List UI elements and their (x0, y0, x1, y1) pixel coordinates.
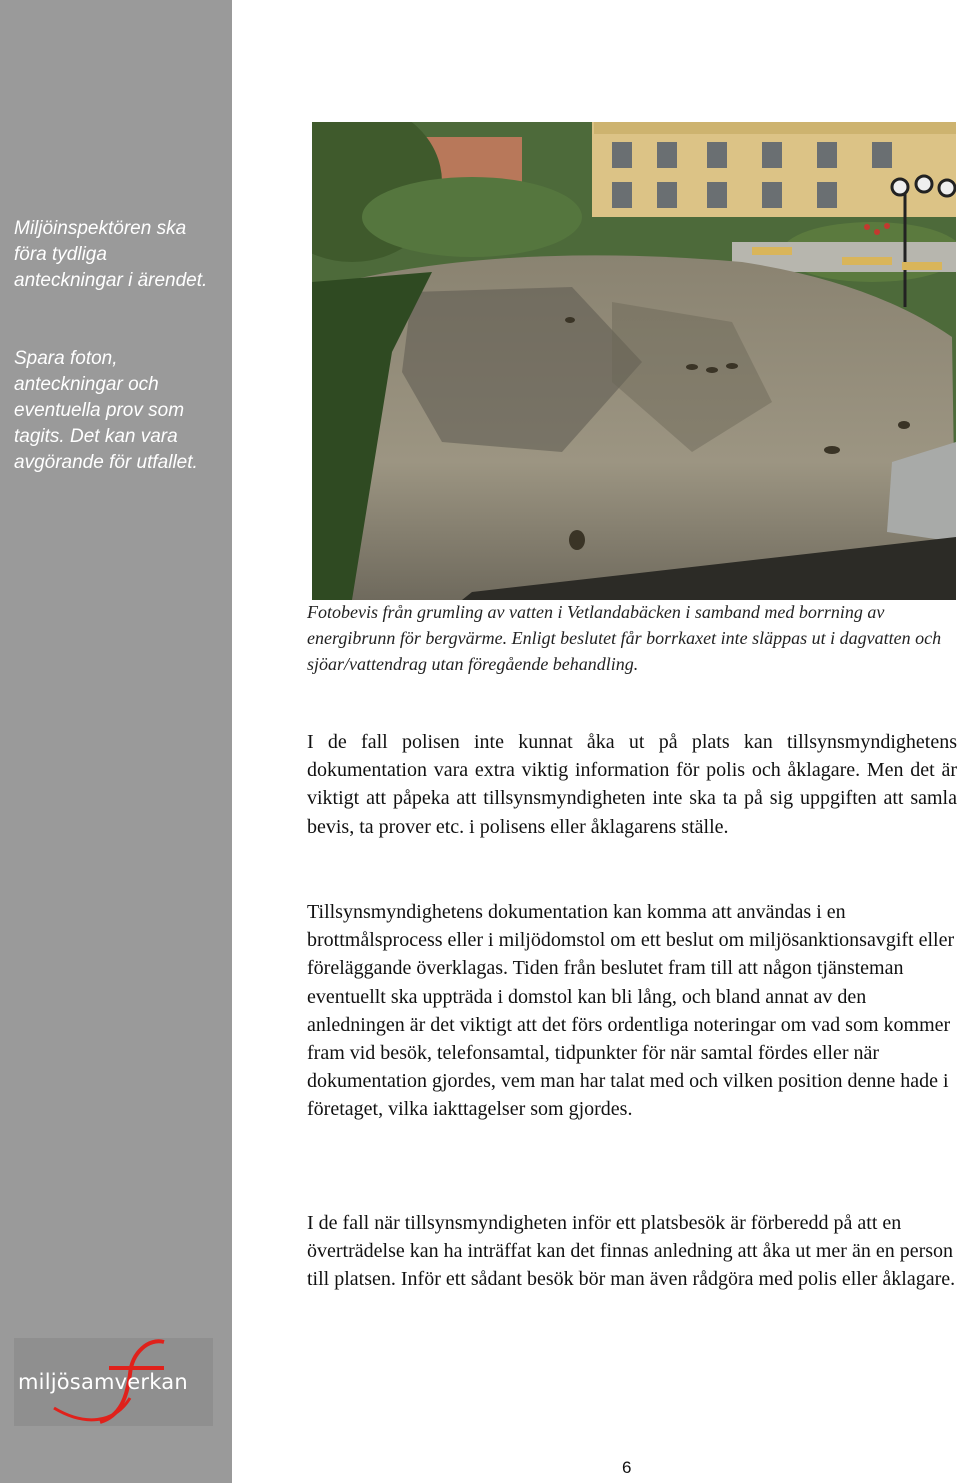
evidence-photo (312, 122, 956, 600)
paragraph-documentation-use: Tillsynsmyndighetens dokumentation kan komma att användas i en brottmålsprocess eller i miljödomstol om ett beslut om miljösanktionsavgift eller föreläggande överklagas. Tiden från beslutet fram till att någon tjänsteman eventuellt ska uppträda i domstol kan bli lång, och bland annat av den anledningen är det viktigt att det förs ordentliga noteringar om vad som kommer fram vid besök, telefonsamtal, tidpunkter för när samtal fördes eller när dokumentation gjordes, vem man har talat med och vilken position denne hade i företaget, vilka iakttagelser som gjordes. (307, 901, 955, 1121)
sidebar-note-documentation: Miljöinspektören ska föra tydliga anteckningar i ärendet. (14, 218, 208, 291)
photo-caption: Fotobevis från grumling av vatten i Vetlandabäcken i samband med borrning av energibrunn för bergvärme. Enligt beslutet får borrkaxet inte släppas ut i dagvatten och sjöar/vattendrag utan föregående behandling. (307, 602, 942, 674)
paragraph-police-documentation: I de fall polisen inte kunnat åka ut på plats kan tillsynsmyndighetens dokumentation vara extra viktig information för polis och åklagare. Men det är viktigt att påpeka att tillsynsmyndigheten inte ska ta på sig uppgiften att samla bevis, ta prover etc. i polisens eller åklagarens ställe. (307, 731, 957, 838)
miljosamverkan-logo (14, 1338, 213, 1426)
paragraph-site-visit: I de fall när tillsynsmyndigheten inför ett platsbesök är förberedd på att en överträdelse kan ha inträffat kan det finnas anledning att åka ut mer än en person till platsen. Inför ett sådant besök bör man även rådgöra med polis eller åklagare. (307, 1212, 956, 1291)
page-number: 6 (622, 1458, 632, 1477)
sidebar-note-save-evidence: Spara foton, anteckningar och eventuella prov som tagits. Det kan vara avgörande för utfallet. (14, 348, 198, 473)
pond-photo-illustration (312, 122, 956, 600)
logo-text: miljösamverkan (18, 1370, 188, 1394)
sidebar (0, 0, 232, 1483)
